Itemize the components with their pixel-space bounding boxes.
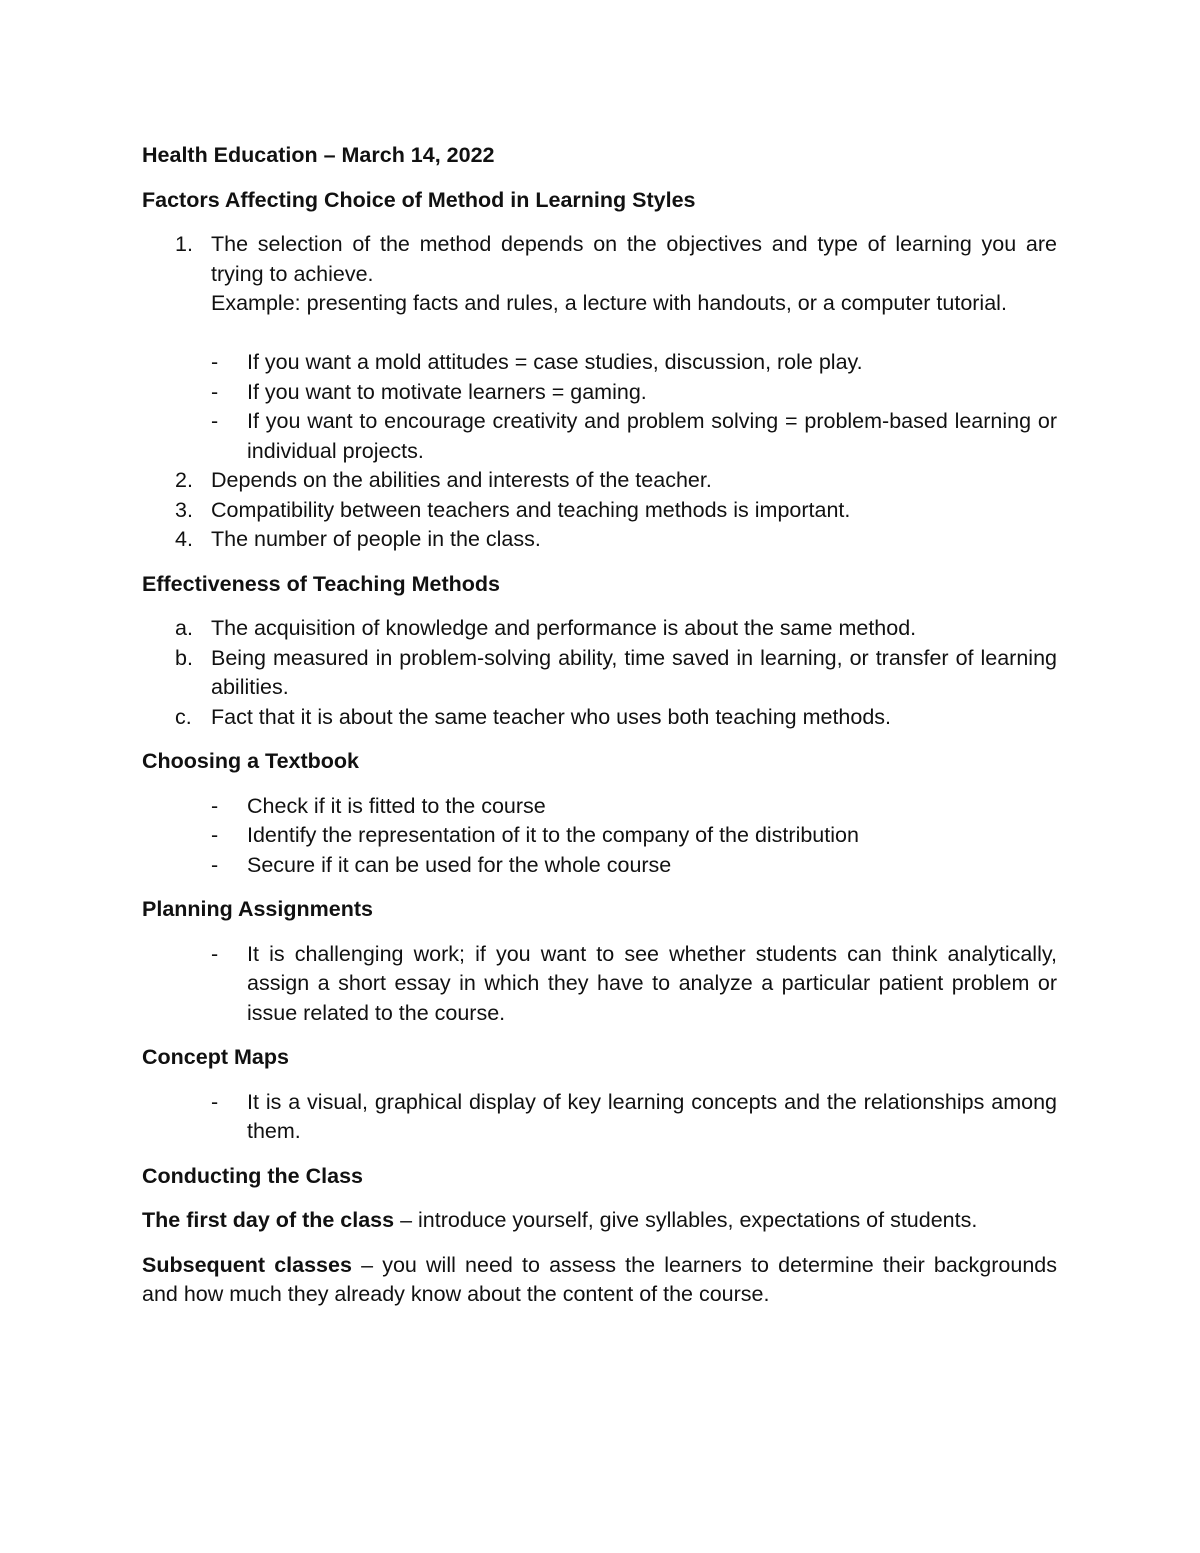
list-item — [142, 378, 1057, 408]
list-item — [142, 496, 1057, 526]
list-marker: 1. — [175, 232, 193, 256]
list-item-text: Depends on the abilities and interests of the teacher. — [211, 468, 712, 492]
list-marker: - — [211, 852, 219, 877]
section-heading-concept-maps: Concept Maps — [142, 1045, 289, 1069]
subsequent-text: – you will need to assess the learners to determine their backgrounds and how much they already know about the content of the course. — [142, 1252, 1057, 1306]
list-item — [142, 703, 1057, 733]
list-item-text: Identify the representation of it to the company of the distribution — [247, 823, 859, 847]
list-item-text: If you want a mold attitudes = case studies, discussion, role play. — [247, 350, 863, 374]
list-marker: - — [211, 1089, 219, 1114]
list-item — [142, 466, 1057, 496]
list-item — [142, 792, 1057, 822]
list-marker: - — [211, 379, 219, 404]
list-marker: a. — [175, 616, 193, 640]
list-marker: 4. — [175, 527, 193, 551]
list-item — [142, 525, 1057, 555]
list-item-text: Secure if it can be used for the whole course — [247, 852, 672, 877]
document-title: Health Education – March 14, 2022 — [142, 143, 495, 167]
first-day-label: The first day of the class — [142, 1208, 395, 1232]
list-marker: 2. — [175, 468, 193, 492]
list-marker: - — [211, 941, 219, 966]
list-item-text: The selection of the method depends on the objectives and type of learning you are trying to achieve. — [211, 232, 1057, 286]
list-item — [142, 230, 1057, 319]
section-heading-factors: Factors Affecting Choice of Method in Learning Styles — [142, 187, 696, 212]
section-heading-assignments: Planning Assignments — [142, 897, 373, 921]
list-item — [142, 348, 1057, 378]
list-item — [142, 851, 1057, 881]
list-item-text: If you want to motivate learners = gaming. — [247, 379, 647, 404]
list-item-text: It is challenging work; if you want to see whether students can think analytically, assign a short essay in which they have to analyze a particular patient problem or issue related to the course. — [247, 941, 1057, 1025]
list-item-example: Example: presenting facts and rules, a lecture with handouts, or a computer tutorial. — [211, 291, 1007, 315]
paragraph-subsequent — [142, 1251, 1057, 1310]
list-marker: b. — [175, 645, 193, 670]
first-day-text: – introduce yourself, give syllables, expectations of students. — [394, 1208, 978, 1232]
list-item — [142, 407, 1057, 466]
section-heading-conducting: Conducting the Class — [142, 1163, 363, 1188]
list-item-text: Compatibility between teachers and teaching methods is important. — [211, 497, 851, 522]
paragraph-first-day — [142, 1206, 1057, 1236]
list-marker: - — [211, 350, 219, 374]
list-item-text: Being measured in problem-solving ability, time saved in learning, or transfer of learning abilities. — [211, 645, 1057, 699]
list-item — [142, 614, 1057, 644]
section-heading-textbook: Choosing a Textbook — [142, 749, 359, 773]
list-marker: 3. — [175, 497, 193, 522]
section-heading-effectiveness: Effectiveness of Teaching Methods — [142, 571, 501, 596]
list-marker: c. — [175, 704, 192, 729]
list-item-text: The acquisition of knowledge and performance is about the same method. — [211, 616, 917, 640]
document-body — [142, 141, 1057, 1310]
list-item-text: The number of people in the class. — [211, 527, 541, 551]
list-item-text: It is a visual, graphical display of key learning concepts and the relationships among them. — [247, 1089, 1057, 1143]
subsequent-label: Subsequent classes — [142, 1252, 352, 1277]
list-item — [142, 821, 1057, 851]
list-item-text: Check if it is fitted to the course — [247, 793, 546, 818]
list-item — [142, 644, 1057, 703]
list-marker: - — [211, 793, 219, 818]
list-item — [142, 940, 1057, 1029]
list-item-text: Fact that it is about the same teacher who uses both teaching methods. — [211, 704, 892, 729]
list-item-text: If you want to encourage creativity and problem solving = problem-based learning or individual projects. — [247, 409, 1057, 463]
list-marker: - — [211, 823, 219, 847]
list-item — [142, 1088, 1057, 1147]
list-marker: - — [211, 409, 219, 433]
